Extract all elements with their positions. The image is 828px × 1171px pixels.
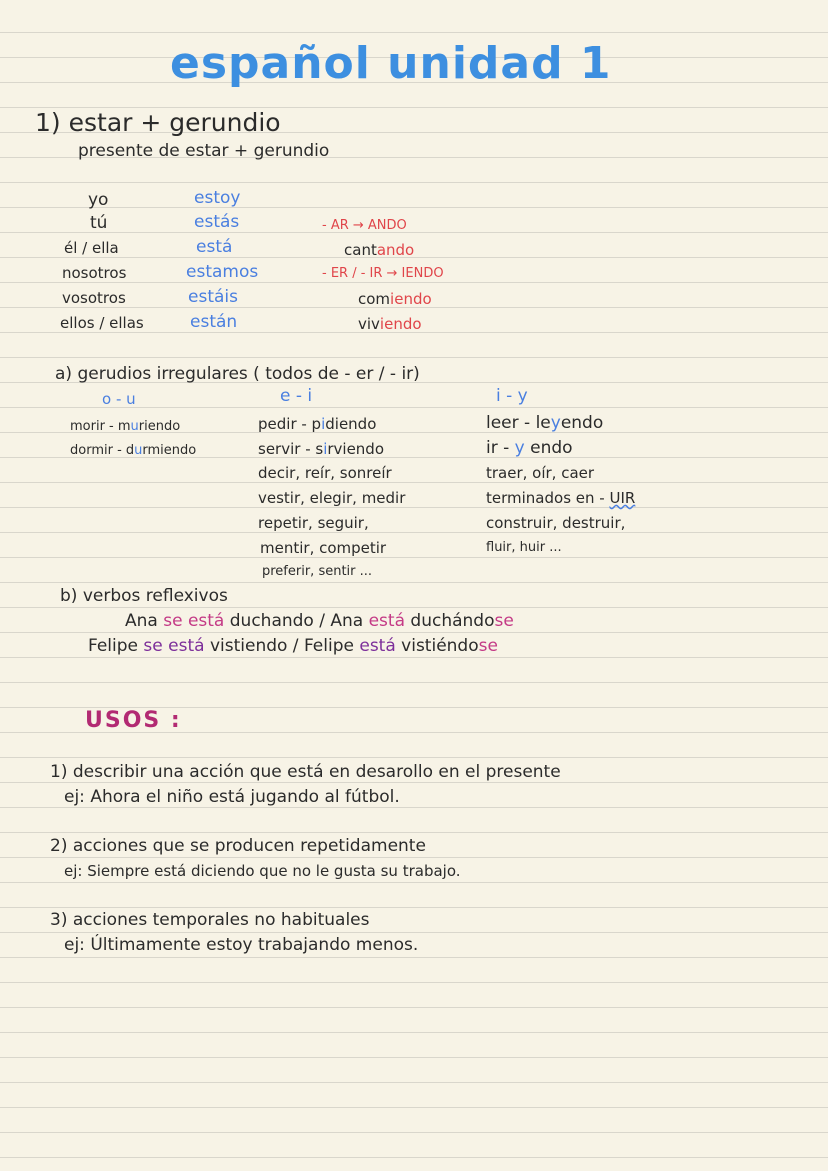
rule-ar: - AR → ANDO bbox=[322, 218, 407, 233]
irregular-list: vestir, elegir, medir bbox=[258, 489, 406, 507]
irregular-list: traer, oír, caer bbox=[486, 464, 595, 482]
irregular-example: dormir - durmiendo bbox=[70, 443, 197, 458]
page-title: español unidad 1 bbox=[170, 38, 612, 89]
irregular-list: repetir, seguir, bbox=[258, 514, 369, 532]
irregular-example: pedir - pidiendo bbox=[258, 415, 377, 433]
irregular-list: fluir, huir ... bbox=[486, 540, 562, 555]
example-er: comiendo bbox=[358, 290, 432, 308]
example-ir: viviendo bbox=[358, 315, 422, 333]
verb-form: estoy bbox=[194, 188, 241, 208]
col-head-e-i: e - i bbox=[280, 386, 313, 406]
verb-form: estamos bbox=[186, 262, 259, 282]
usos-heading: USOS : bbox=[85, 708, 182, 733]
irregular-example: servir - sirviendo bbox=[258, 440, 385, 458]
irregular-list: mentir, competir bbox=[260, 539, 387, 557]
col-head-i-y: i - y bbox=[496, 386, 528, 406]
irregulares-heading: a) gerudios irregulares ( todos de - er / - ir) bbox=[55, 364, 420, 384]
pronoun: vosotros bbox=[62, 289, 126, 307]
irregular-list: terminados en - UIR bbox=[486, 489, 636, 507]
verb-form: estás bbox=[194, 212, 240, 232]
uso-example: ej: Últimamente estoy trabajando menos. bbox=[64, 935, 419, 955]
uso-item: 1) describir una acción que está en desarollo en el presente bbox=[50, 762, 561, 782]
reflexive-example: Ana se está duchando / Ana está duchándose bbox=[125, 611, 514, 631]
verb-form: están bbox=[190, 312, 238, 332]
reflexive-example: Felipe se está vistiendo / Felipe está vistiéndose bbox=[88, 636, 498, 656]
irregular-example: leer - leyendo bbox=[486, 413, 604, 433]
pronoun: yo bbox=[88, 190, 109, 210]
irregular-example: morir - muriendo bbox=[70, 419, 181, 434]
example-ar: cantando bbox=[344, 241, 415, 259]
col-head-o-u: o - u bbox=[102, 390, 136, 408]
rule-er-ir: - ER / - IR → IENDO bbox=[322, 266, 444, 281]
verb-form: estáis bbox=[188, 287, 238, 307]
verb-form: está bbox=[196, 237, 233, 257]
irregular-list: construir, destruir, bbox=[486, 514, 626, 532]
section-subheading: presente de estar + gerundio bbox=[78, 141, 330, 161]
reflexivos-heading: b) verbos reflexivos bbox=[60, 586, 228, 606]
irregular-list: decir, reír, sonreír bbox=[258, 464, 392, 482]
pronoun: él / ella bbox=[64, 239, 119, 257]
uso-item: 2) acciones que se producen repetidamente bbox=[50, 836, 426, 856]
pronoun: tú bbox=[90, 213, 108, 233]
pronoun: ellos / ellas bbox=[60, 314, 144, 332]
uso-example: ej: Ahora el niño está jugando al fútbol. bbox=[64, 787, 400, 807]
irregular-list: preferir, sentir ... bbox=[262, 564, 373, 579]
uso-item: 3) acciones temporales no habituales bbox=[50, 910, 370, 930]
irregular-example: ir - y endo bbox=[486, 438, 573, 458]
uso-example: ej: Siempre está diciendo que no le gusta su trabajo. bbox=[64, 862, 461, 880]
section-heading-estar-gerundio: 1) estar + gerundio bbox=[35, 108, 281, 137]
pronoun: nosotros bbox=[62, 264, 127, 282]
